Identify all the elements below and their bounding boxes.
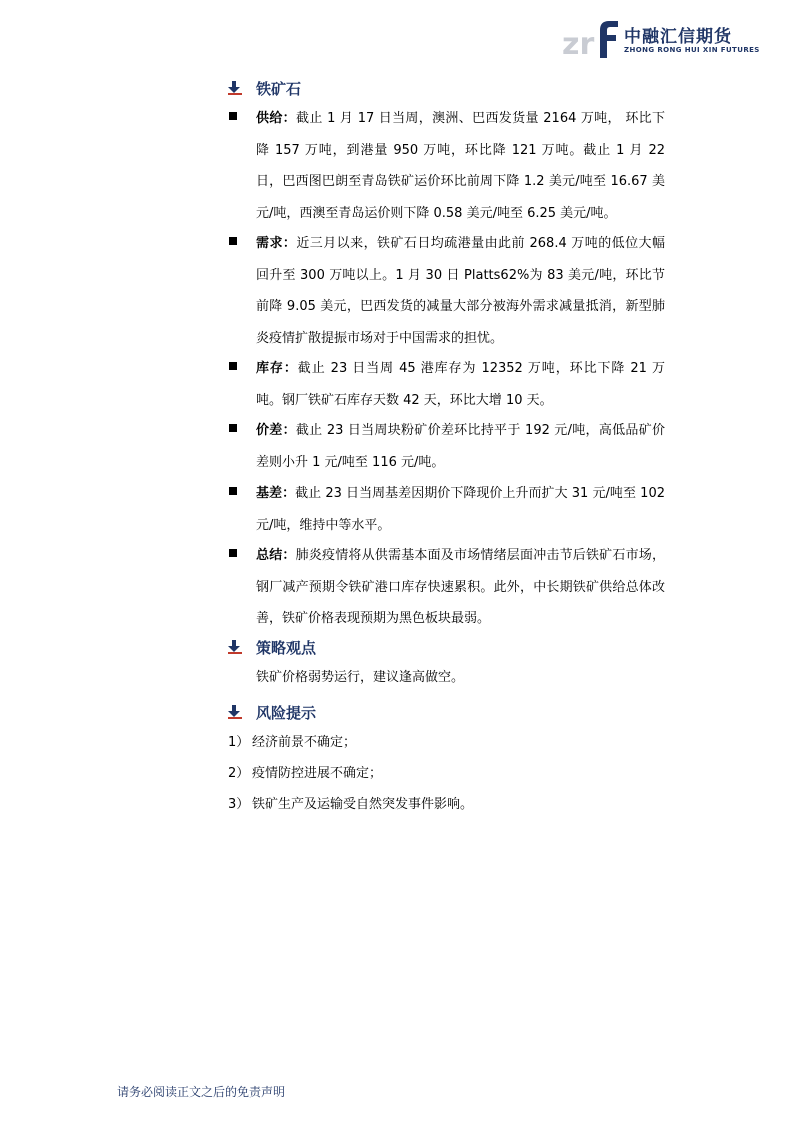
bullet-text: 截止 23 日当周基差因期价下降现价上升而扩大 31 元/吨至 102 元/吨，维持中等水平。 <box>256 486 665 533</box>
bullet-text: 近三月以来，铁矿石日均疏港量由此前 268.4 万吨的低位大幅回升至 300 万吨以上。1 月 30 日 Platts62%为 83 美元/吨，环比节前降 9.05 美元，巴西发货的减量大部分被海外需求减量抵消，新型肺炎疫情扩散提振市场对于中国需求的担忧。 <box>256 236 665 346</box>
bullet-inventory <box>229 353 665 416</box>
bullet-label: 库存： <box>256 361 298 376</box>
risk-text: 经济前景不确定； <box>252 735 357 750</box>
bullet-summary <box>229 540 665 635</box>
square-bullet-icon <box>229 112 237 120</box>
square-bullet-icon <box>229 549 237 557</box>
bullet-text: 截止 23 日当周块粉矿价差环比持平于 192 元/吨，高低品矿价差则小升 1 元/吨至 116 元/吨。 <box>256 423 665 470</box>
section-title: 风险提示 <box>256 704 317 722</box>
bullet-text: 肺炎疫情将从供需基本面及市场情绪层面冲击节后铁矿石市场，钢厂减产预期令铁矿港口库存快速累积。此外，中长期铁矿供给总体改善，铁矿价格表现预期为黑色板块最弱。 <box>256 548 665 626</box>
risk-number: 2） <box>228 766 250 781</box>
disclaimer-footer: 请务必阅读正文之后的免责声明 <box>117 1085 286 1099</box>
bullet-spread <box>229 415 665 478</box>
logo-chinese-name: 中融汇信期货 <box>624 27 732 47</box>
bullet-label: 供给： <box>256 111 297 126</box>
risk-item <box>228 733 356 753</box>
risk-item <box>228 795 473 815</box>
bullet-text: 截止 23 日当周 45 港库存为 12352 万吨，环比下降 21 万吨。钢厂铁矿石库存天数 42 天，环比大增 10 天。 <box>256 361 665 408</box>
bullet-label: 价差： <box>256 423 296 438</box>
arrow-down-bullet-icon <box>228 705 242 719</box>
bullet-text: 截止 1 月 17 日当周，澳洲、巴西发货量 2164 万吨， 环比下降 157 万吨，到港量 950 万吨，环比降 121 万吨。截止 1 月 22 日，巴西图巴朗至青岛铁矿运价环比前周下降 1.2 美元/吨至 16.67 美元/吨，西澳至青岛运价则下降 0.58 美元/吨至 6.25 美元/吨。 <box>256 111 665 221</box>
company-logo <box>562 18 762 60</box>
svg-text:zr: zr <box>562 27 595 60</box>
section-title: 策略观点 <box>256 639 317 657</box>
page-header <box>0 0 794 60</box>
square-bullet-icon <box>229 237 237 245</box>
strategy-text: 铁矿价格弱势运行，建议逢高做空。 <box>256 670 465 685</box>
bullet-label: 基差： <box>256 486 296 501</box>
risk-text: 疫情防控进展不确定； <box>252 766 383 781</box>
risk-item <box>228 764 382 784</box>
square-bullet-icon <box>229 487 237 495</box>
bullet-label: 总结： <box>256 548 296 563</box>
arrow-down-bullet-icon <box>228 640 242 654</box>
zrf-logo-icon <box>562 18 620 60</box>
bullet-basis <box>229 478 665 541</box>
square-bullet-icon <box>229 362 237 370</box>
square-bullet-icon <box>229 424 237 432</box>
risk-number: 3） <box>228 797 250 812</box>
risk-text: 铁矿生产及运输受自然突发事件影响。 <box>252 797 474 812</box>
logo-english-name: ZHONG RONG HUI XIN FUTURES <box>624 46 760 54</box>
bullet-label: 需求： <box>256 236 297 251</box>
arrow-down-bullet-icon <box>228 81 242 95</box>
section-title: 铁矿石 <box>256 80 302 98</box>
bullet-demand <box>229 228 665 354</box>
bullet-supply <box>229 103 665 229</box>
risk-number: 1） <box>228 735 250 750</box>
